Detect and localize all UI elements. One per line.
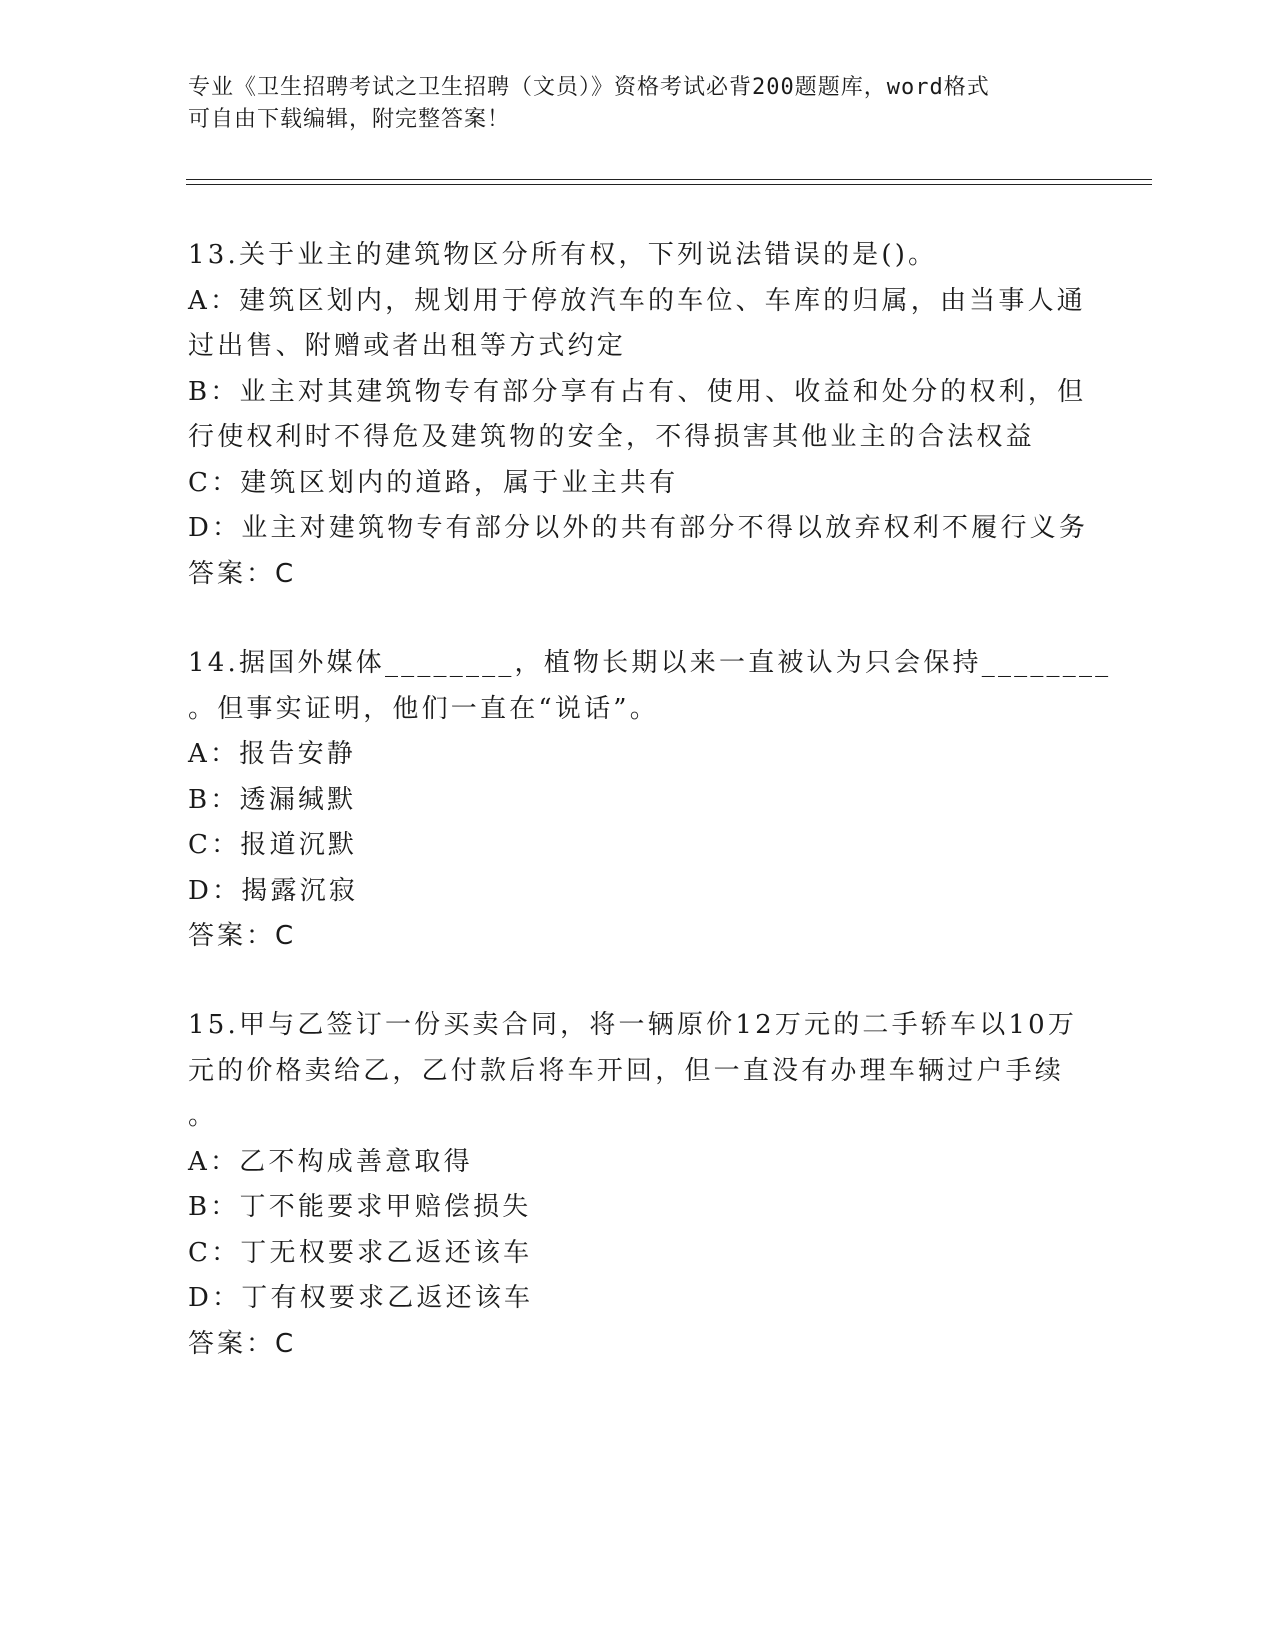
- header-divider-bottom: [186, 184, 1152, 185]
- question-stem: 14.据国外媒体________，植物长期以来一直被认为只会保持________: [188, 648, 1112, 678]
- option-c: C：丁无权要求乙返还该车: [188, 1237, 533, 1268]
- question-15: [188, 1003, 1078, 1367]
- question-13: [188, 233, 1089, 597]
- question-stem-continued: 。: [188, 1101, 218, 1131]
- option-a: A：建筑区划内，规划用于停放汽车的车位、车库的归属，由当事人通: [188, 285, 1086, 316]
- question-stem: 13.关于业主的建筑物区分所有权，下列说法错误的是()。: [188, 240, 938, 270]
- question-stem-continued: 。但事实证明，他们一直在“说话”。: [188, 693, 659, 724]
- header-line: 专业《卫生招聘考试之卫生招聘（文员）》资格考试必背200题题库，word格式: [188, 75, 990, 100]
- option-b: B：业主对其建筑物专有部分享有占有、使用、收益和处分的权利，但: [188, 376, 1087, 407]
- option-b: B：丁不能要求甲赔偿损失: [188, 1192, 532, 1222]
- document-header: [188, 72, 1068, 136]
- option-a: A：报告安静: [188, 739, 356, 769]
- option-d: D：丁有权要求乙返还该车: [188, 1283, 534, 1313]
- question-stem: 15.甲与乙签订一份买卖合同，将一辆原价12万元的二手轿车以10万: [188, 1010, 1078, 1040]
- option-c: C：建筑区划内的道路，属于业主共有: [188, 467, 679, 498]
- option-a: A：乙不构成善意取得: [188, 1146, 473, 1177]
- header-line: 可自由下载编辑，附完整答案！: [188, 107, 511, 132]
- option-b-continued: 行使权利时不得危及建筑物的安全，不得损害其他业主的合法权益: [188, 422, 1035, 452]
- option-d: D：业主对建筑物专有部分以外的共有部分不得以放弃权利不履行义务: [188, 513, 1089, 543]
- option-c: C：报道沉默: [188, 830, 358, 860]
- option-a-continued: 过出售、附赠或者出租等方式约定: [188, 331, 627, 361]
- answer: 答案：C: [188, 558, 297, 589]
- option-d: D：揭露沉寂: [188, 875, 359, 906]
- question-stem-continued: 元的价格卖给乙，乙付款后将车开回，但一直没有办理车辆过户手续: [188, 1055, 1065, 1086]
- answer: 答案：C: [188, 921, 297, 951]
- header-divider-top: [186, 179, 1152, 180]
- option-b: B：透漏缄默: [188, 784, 357, 815]
- question-14: [188, 641, 1112, 960]
- answer: 答案：C: [188, 1328, 297, 1359]
